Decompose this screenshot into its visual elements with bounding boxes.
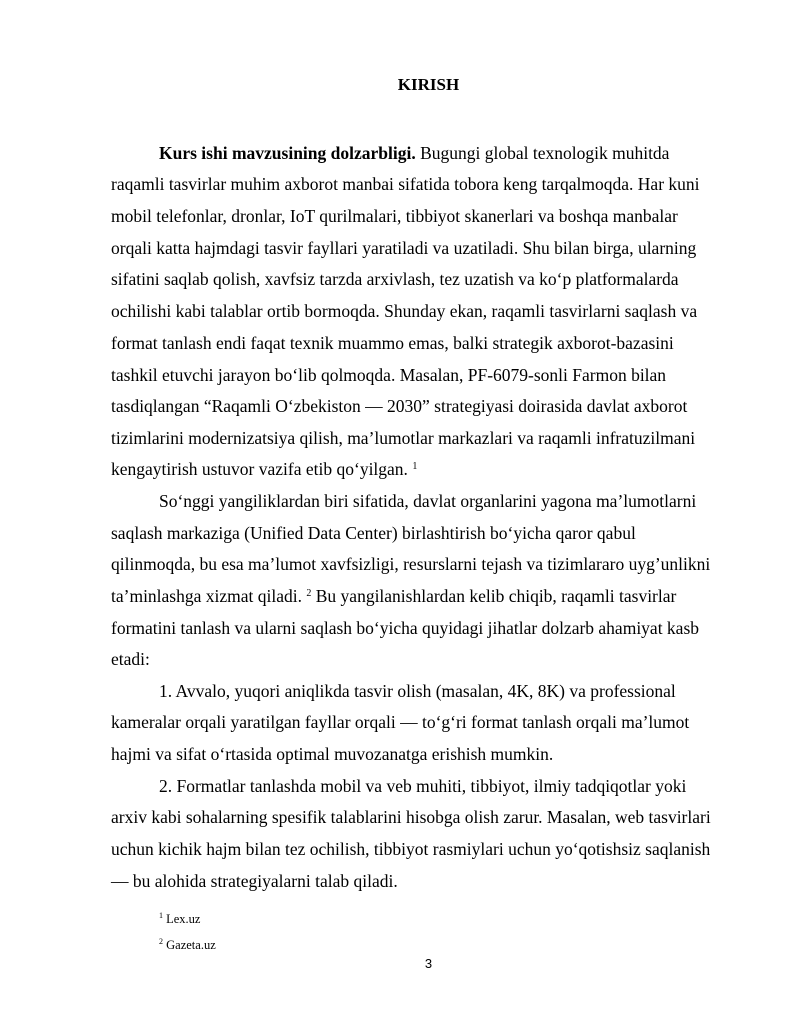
paragraph-line: Kurs ishi mavzusining dolzarbligi. Bugungi global texnologik muhitda: [159, 143, 670, 163]
list-item-line: kameralar orqali yaratilgan fayllar orqali — to‘g‘ri format tanlash orqali ma’lumot: [111, 712, 690, 732]
page-title: KIRISH: [397, 75, 460, 94]
list-item-line: hajmi va sifat o‘rtasida optimal muvozanatga erishish mumkin.: [111, 744, 554, 764]
list-item-line: 1. Avvalo, yuqori aniqlikda tasvir olish (masalan, 4K, 8K) va professional: [159, 681, 676, 701]
paragraph-line: mobil telefonlar, dronlar, IoT qurilmalari, tibbiyot skanerlari va boshqa manbalar: [111, 206, 678, 226]
paragraph-line: ochilishi kabi talablar ortib bormoqda. Shunday ekan, raqamli tasvirlarni saqlash va: [111, 301, 698, 321]
list-item-line: uchun kichik hajm bilan tez ochilish, tibbiyot rasmiylari uchun yo‘qotishsiz saqlanish: [111, 839, 711, 859]
list-item-line: 2. Formatlar tanlashda mobil va veb muhiti, tibbiyot, ilmiy tadqiqotlar yoki: [159, 776, 687, 796]
footnote: [159, 938, 216, 952]
paragraph-line: kengaytirish ustuvor vazifa etib qo‘yilgan. $^1$: [111, 459, 418, 479]
footnote-number: 2: [159, 937, 163, 946]
paragraph-line: saqlash markaziga (Unified Data Center) birlashtirish bo‘yicha qaror qabul: [111, 523, 636, 543]
paragraph-line: So‘nggi yangiliklardan biri sifatida, davlat organlarini yagona ma’lumotlarni: [159, 491, 697, 511]
paragraph-line: format tanlash endi faqat texnik muammo emas, balki strategik axborot-bazasini: [111, 333, 674, 353]
paragraph-line: tasdiqlangan “Raqamli O‘zbekiston — 2030” strategiyasi doirasida davlat axborot: [111, 396, 688, 416]
paragraph-line: ta’minlashga xizmat qiladi. $^2$ Bu yangilanishlardan kelib chiqib, raqamli tasvirlar: [111, 586, 677, 606]
paragraph-line: tashkil etuvchi jarayon bo‘lib qolmoqda. Masalan, PF-6079-sonli Farmon bilan: [111, 365, 667, 385]
paragraph-line: tizimlarini modernizatsiya qilish, ma’lumotlar markazlari va raqamli infratuzilmani: [111, 428, 696, 448]
section-lead: Kurs ishi mavzusining dolzarbligi.: [159, 143, 416, 163]
footnote-number: 1: [159, 911, 163, 920]
footnote-source: Lex.uz: [166, 912, 201, 926]
list-item-line: arxiv kabi sohalarning spesifik talablarini hisobga olish zarur. Masalan, web tasvirlari: [111, 807, 711, 827]
footnote-source: Gazeta.uz: [166, 938, 216, 952]
footnote: [159, 912, 200, 926]
paragraph-line: qilinmoqda, bu esa ma’lumot xavfsizligi, resurslarni tejash va tizimlararo uyg’unlikni: [111, 554, 711, 574]
footnote-ref[interactable]: 1: [412, 461, 418, 472]
footnote-ref[interactable]: 2: [306, 588, 312, 599]
paragraph-line: formatini tanlash va ularni saqlash bo‘yicha quyidagi jihatlar dolzarb ahamiyat kasb: [111, 618, 700, 638]
paragraph-line: raqamli tasvirlar muhim axborot manbai sifatida tobora keng tarqalmoqda. Har kuni: [111, 174, 700, 194]
paragraph-line: orqali katta hajmdagi tasvir fayllari yaratiladi va uzatiladi. Shu bilan birga, ularning: [111, 238, 697, 258]
paragraph-line: etadi:: [111, 649, 150, 669]
paragraph-line: sifatini saqlab qolish, xavfsiz tarzda arxivlash, tez uzatish va ko‘p platformalarda: [111, 269, 679, 289]
page-number: 3: [424, 956, 433, 971]
list-item-line: — bu alohida strategiyalarni talab qiladi.: [111, 871, 398, 891]
